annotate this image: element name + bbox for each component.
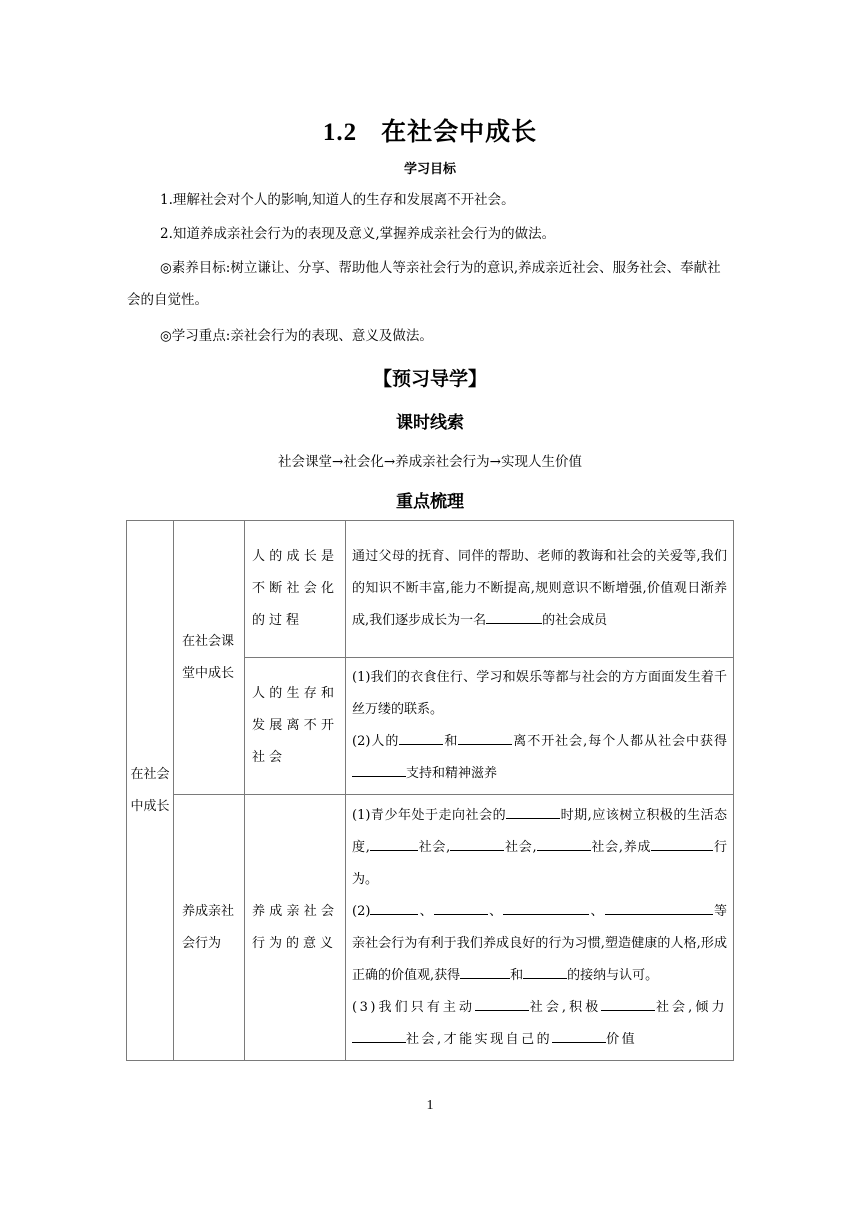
- objective-2: 2.知道养成亲社会行为的表现及意义,掌握养成亲社会行为的做法。: [160, 226, 556, 242]
- text: 等亲社会行为有利于我们养成良好的行为习惯,塑造健康的人格,形成正确的价值观,获得: [352, 903, 727, 983]
- branch2-content: [346, 795, 734, 1061]
- blank[interactable]: [460, 964, 510, 979]
- blank[interactable]: [434, 900, 488, 915]
- blank[interactable]: [486, 609, 542, 624]
- text: 和: [443, 734, 459, 749]
- text: (1)青少年处于走向社会的: [352, 807, 507, 823]
- preview-heading: 【预习导学】: [372, 368, 487, 390]
- table-branch-2: 养成亲社会行为: [174, 795, 245, 1061]
- knowledge-table: [126, 520, 734, 1061]
- branch1-row1-content: [346, 521, 734, 658]
- text: 社会,: [417, 839, 451, 855]
- branch1-row2-content: [346, 658, 734, 795]
- text: (3)我们只有主动: [352, 999, 476, 1015]
- blank[interactable]: [475, 996, 529, 1011]
- separator: 、: [589, 903, 605, 919]
- text: (2)人的: [352, 734, 400, 749]
- branch1-row2-label: 人的生存和发展离不开社会: [245, 658, 346, 795]
- text: 离不开社会,每个人都从社会中获得: [512, 734, 727, 749]
- objective-1: 1.理解社会对个人的影响,知道人的生存和发展离不开社会。: [160, 192, 515, 208]
- clue-heading: 课时线索: [396, 413, 464, 433]
- blank[interactable]: [458, 730, 512, 745]
- text: 社会,倾力: [655, 999, 727, 1015]
- branch2-p2: [352, 896, 727, 992]
- review-heading: 重点梳理: [396, 492, 464, 512]
- blank[interactable]: [352, 1028, 406, 1043]
- branch2-p3: [352, 992, 727, 1056]
- lesson-title: [0, 112, 860, 148]
- blank[interactable]: [352, 762, 406, 777]
- table-root: 在社会中成长: [127, 521, 174, 1061]
- text: 和: [510, 967, 524, 983]
- lesson-title-text: 在社会中成长: [381, 117, 538, 146]
- blank[interactable]: [506, 804, 560, 819]
- branch1-row2-p2: [352, 726, 727, 790]
- objectives-heading: 学习目标: [403, 162, 456, 177]
- branch1-row1-label: 人的成长是不断社会化的过程: [245, 521, 346, 658]
- lesson-number: 1.2: [322, 119, 358, 146]
- objective-literacy: ◎素养目标:树立谦让、分享、帮助他人等亲社会行为的意识,养成亲近社会、服务社会、奉献社会的自觉性。: [127, 260, 721, 308]
- blank[interactable]: [450, 836, 504, 851]
- blank[interactable]: [537, 836, 591, 851]
- blank[interactable]: [651, 836, 713, 851]
- text: 社会,才能实现自己的: [406, 1031, 553, 1047]
- text: 的接纳与认可。: [567, 967, 659, 983]
- text: (2): [352, 903, 371, 919]
- blank[interactable]: [370, 900, 418, 915]
- blank[interactable]: [605, 900, 713, 915]
- branch1-row2-p1: (1)我们的衣食住行、学习和娱乐等都与社会的方方面面发生着千丝万缕的联系。: [352, 670, 727, 717]
- separator: 、: [418, 903, 434, 919]
- blank[interactable]: [523, 964, 567, 979]
- blank[interactable]: [399, 730, 443, 745]
- blank[interactable]: [370, 836, 418, 851]
- blank[interactable]: [601, 996, 655, 1011]
- branch1-row1-text-b: 的社会成员: [542, 613, 608, 628]
- blank[interactable]: [503, 900, 589, 915]
- text: 社会,养成: [590, 839, 652, 855]
- text: 社会,积极: [529, 999, 602, 1015]
- text: 时期,应该树立积极的生活态度,: [352, 807, 727, 855]
- branch2-p1: [352, 800, 727, 896]
- clue-line: 社会课堂→社会化→养成亲社会行为→实现人生价值: [278, 454, 582, 470]
- branch2-label: 养成亲社会行为的意义: [245, 795, 346, 1061]
- page-number: 1: [426, 1098, 434, 1113]
- text: 社会,: [504, 839, 537, 855]
- objective-focus: ◎学习重点:亲社会行为的表现、意义及做法。: [160, 328, 433, 344]
- branch1-row1-text-a: 通过父母的抚育、同伴的帮助、老师的教诲和社会的关爱等,我们的知识不断丰富,能力不断提高,规则意识不断增强,价值观日渐养成,我们逐步成长为一名: [352, 549, 727, 628]
- blank[interactable]: [552, 1028, 606, 1043]
- text: 支持和精神滋养: [406, 766, 498, 781]
- text: 价值: [606, 1031, 638, 1047]
- text: 行为。: [352, 839, 727, 887]
- table-branch-1: 在社会课堂中成长: [174, 521, 245, 795]
- separator: 、: [487, 903, 504, 919]
